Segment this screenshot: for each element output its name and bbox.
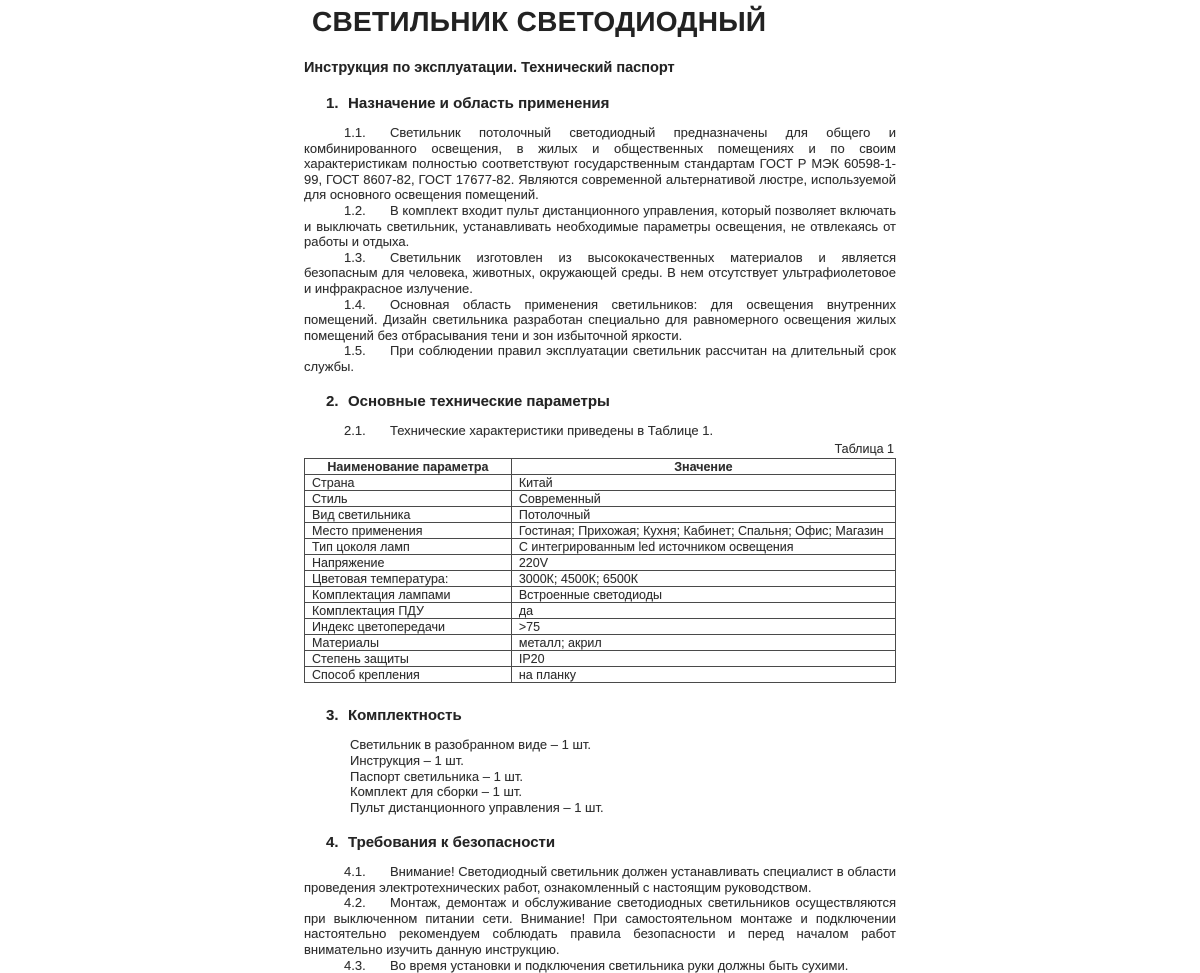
paragraph-1-3	[304, 250, 896, 297]
paragraph-4-2-text: Монтаж, демонтаж и обслуживание светодиодных светильников осуществляются при выключенном питании сети. Внимание! При самостоятельном монтаже и подключении настоятельно рекомендуем соблюдать правила безопасности и перед началом работ внимательно изучить данную инструкцию.	[304, 895, 896, 958]
param-value: С интегрированным led источником освещения	[511, 539, 895, 555]
paragraph-4-1	[304, 864, 896, 895]
paragraph-2-1-number: 2.1.	[344, 422, 366, 438]
table-header-parameter: Наименование параметра	[305, 459, 512, 475]
paragraph-4-2	[304, 895, 896, 957]
param-value: Потолочный	[511, 507, 895, 523]
table-row	[305, 507, 896, 523]
paragraph-1-1-number: 1.1.	[344, 125, 366, 140]
section-2-title: Основные технические параметры	[348, 392, 610, 410]
table-row	[305, 667, 896, 683]
param-value: Встроенные светодиоды	[511, 587, 895, 603]
paragraph-1-5	[304, 343, 896, 374]
param-name: Степень защиты	[305, 651, 512, 667]
section-1-title: Назначение и область применения	[348, 95, 610, 112]
table-row	[305, 651, 896, 667]
param-value: >75	[511, 619, 895, 635]
table-row	[305, 523, 896, 539]
paragraph-4-1-number: 4.1.	[344, 864, 366, 880]
paragraph-1-4	[304, 297, 896, 344]
paragraph-1-5-text: При соблюдении правил эксплуатации светильник рассчитан на длительный срок службы.	[304, 343, 896, 374]
param-value: Современный	[511, 491, 895, 507]
table-row	[305, 571, 896, 587]
kit-list-item: Пульт дистанционного управления – 1 шт.	[350, 800, 604, 816]
paragraph-1-3-number: 1.3.	[344, 249, 366, 265]
paragraph-4-3-number: 4.3.	[344, 957, 366, 973]
paragraph-4-1-text: Внимание! Светодиодный светильник должен устанавливать специалист в области проведения электротехнических работ, ознакомленный с настоящим руководством.	[304, 864, 896, 895]
paragraph-1-2-text: В комплект входит пульт дистанционного управления, который позволяет включать и выключать светильник, устанавливать необходимые параметры освещения, не отвлекаясь от работы и отдыха.	[304, 202, 896, 250]
paragraph-1-4-text: Основная область применения светильников: для освещения внутренних помещений. Дизайн светильника разработан специально для равномерного освещения жилых помещений без отбрасывания тени и зон избыточной яркости.	[304, 296, 896, 343]
paragraph-2-1-text: Технические характеристики приведены в Таблице 1.	[390, 422, 714, 438]
param-value: Гостиная; Прихожая; Кухня; Кабинет; Спальня; Офис; Магазин	[511, 523, 895, 539]
section-3-title: Комплектность	[348, 707, 462, 725]
table-row	[305, 539, 896, 555]
kit-list-item: Инструкция – 1 шт.	[350, 752, 464, 768]
param-name: Вид светильника	[305, 507, 512, 523]
param-name: Напряжение	[305, 555, 512, 571]
table-row	[305, 603, 896, 619]
param-name: Способ крепления	[305, 667, 512, 683]
param-value: IP20	[511, 651, 895, 667]
paragraph-1-4-number: 1.4.	[344, 296, 366, 312]
paragraph-1-1	[304, 125, 896, 203]
section-4-title: Требования к безопасности	[348, 834, 556, 852]
section-2-heading	[326, 393, 896, 411]
table-header-value: Значение	[511, 459, 895, 475]
param-name: Стиль	[305, 491, 512, 507]
table-row	[305, 619, 896, 635]
param-name: Цветовая температура:	[305, 571, 512, 587]
paragraph-1-2-number: 1.2.	[344, 202, 366, 218]
param-name: Страна	[305, 475, 512, 491]
table-row	[305, 475, 896, 491]
param-value: 3000К; 4500К; 6500К	[511, 571, 895, 587]
paragraph-1-5-number: 1.5.	[344, 343, 366, 359]
paragraph-2-1	[304, 423, 896, 439]
kit-list-item: Комплект для сборки – 1 шт.	[350, 784, 523, 800]
section-4-number: 4.	[326, 834, 339, 852]
param-value: на планку	[511, 667, 895, 683]
table-header-row	[305, 459, 896, 475]
kit-list-item: Светильник в разобранном виде – 1 шт.	[350, 737, 592, 753]
paragraph-4-3-text: Во время установки и подключения светильника руки должны быть сухими.	[390, 957, 849, 973]
section-2-number: 2.	[326, 392, 339, 410]
param-name: Индекс цветопередачи	[305, 619, 512, 635]
param-name: Материалы	[305, 635, 512, 651]
section-4-heading	[326, 834, 896, 852]
table-caption: Таблица 1	[834, 442, 894, 457]
table-row	[305, 555, 896, 571]
section-3-number: 3.	[326, 707, 339, 725]
param-name: Место применения	[305, 523, 512, 539]
param-value: 220V	[511, 555, 895, 571]
paragraph-1-3-text: Светильник изготовлен из высококачественных материалов и является безопасным для человека, животных, окружающей среды. В нем отсутствует ультрафиолетовое и инфракрасное излучение.	[304, 249, 896, 296]
param-value: металл; акрил	[511, 635, 895, 651]
doc-subtitle: Инструкция по эксплуатации. Технический паспорт	[304, 60, 675, 76]
param-value: да	[511, 603, 895, 619]
param-name: Комплектация лампами	[305, 587, 512, 603]
param-value: Китай	[511, 475, 895, 491]
table-row	[305, 587, 896, 603]
section-3-heading	[326, 707, 896, 725]
paragraph-1-1-text: Светильник потолочный светодиодный предназначены для общего и комбинированного освещения, в жилых и общественных помещениях и по своим характеристикам полностью соответствуют государственным стандартам ГОСТ Р МЭК 60598-1-99, ГОСТ 8607-82, ГОСТ 17677-82. Являются современной альтернативой люстре, используемой для основного освещения помещений.	[304, 125, 896, 203]
paragraph-1-2	[304, 203, 896, 250]
paragraph-4-2-number: 4.2.	[344, 895, 366, 911]
table-row	[305, 491, 896, 507]
table-row	[305, 635, 896, 651]
section-1-number: 1.	[326, 95, 339, 112]
parameters-table	[304, 458, 896, 683]
paragraph-4-3	[304, 958, 896, 973]
document-body	[304, 0, 896, 973]
kit-list-item: Паспорт светильника – 1 шт.	[350, 768, 523, 784]
section-1-heading	[326, 95, 896, 113]
page-title: СВЕТИЛЬНИК СВЕТОДИОДНЫЙ	[312, 6, 767, 37]
param-name: Тип цоколя ламп	[305, 539, 512, 555]
param-name: Комплектация ПДУ	[305, 603, 512, 619]
kit-contents-list	[350, 737, 896, 816]
